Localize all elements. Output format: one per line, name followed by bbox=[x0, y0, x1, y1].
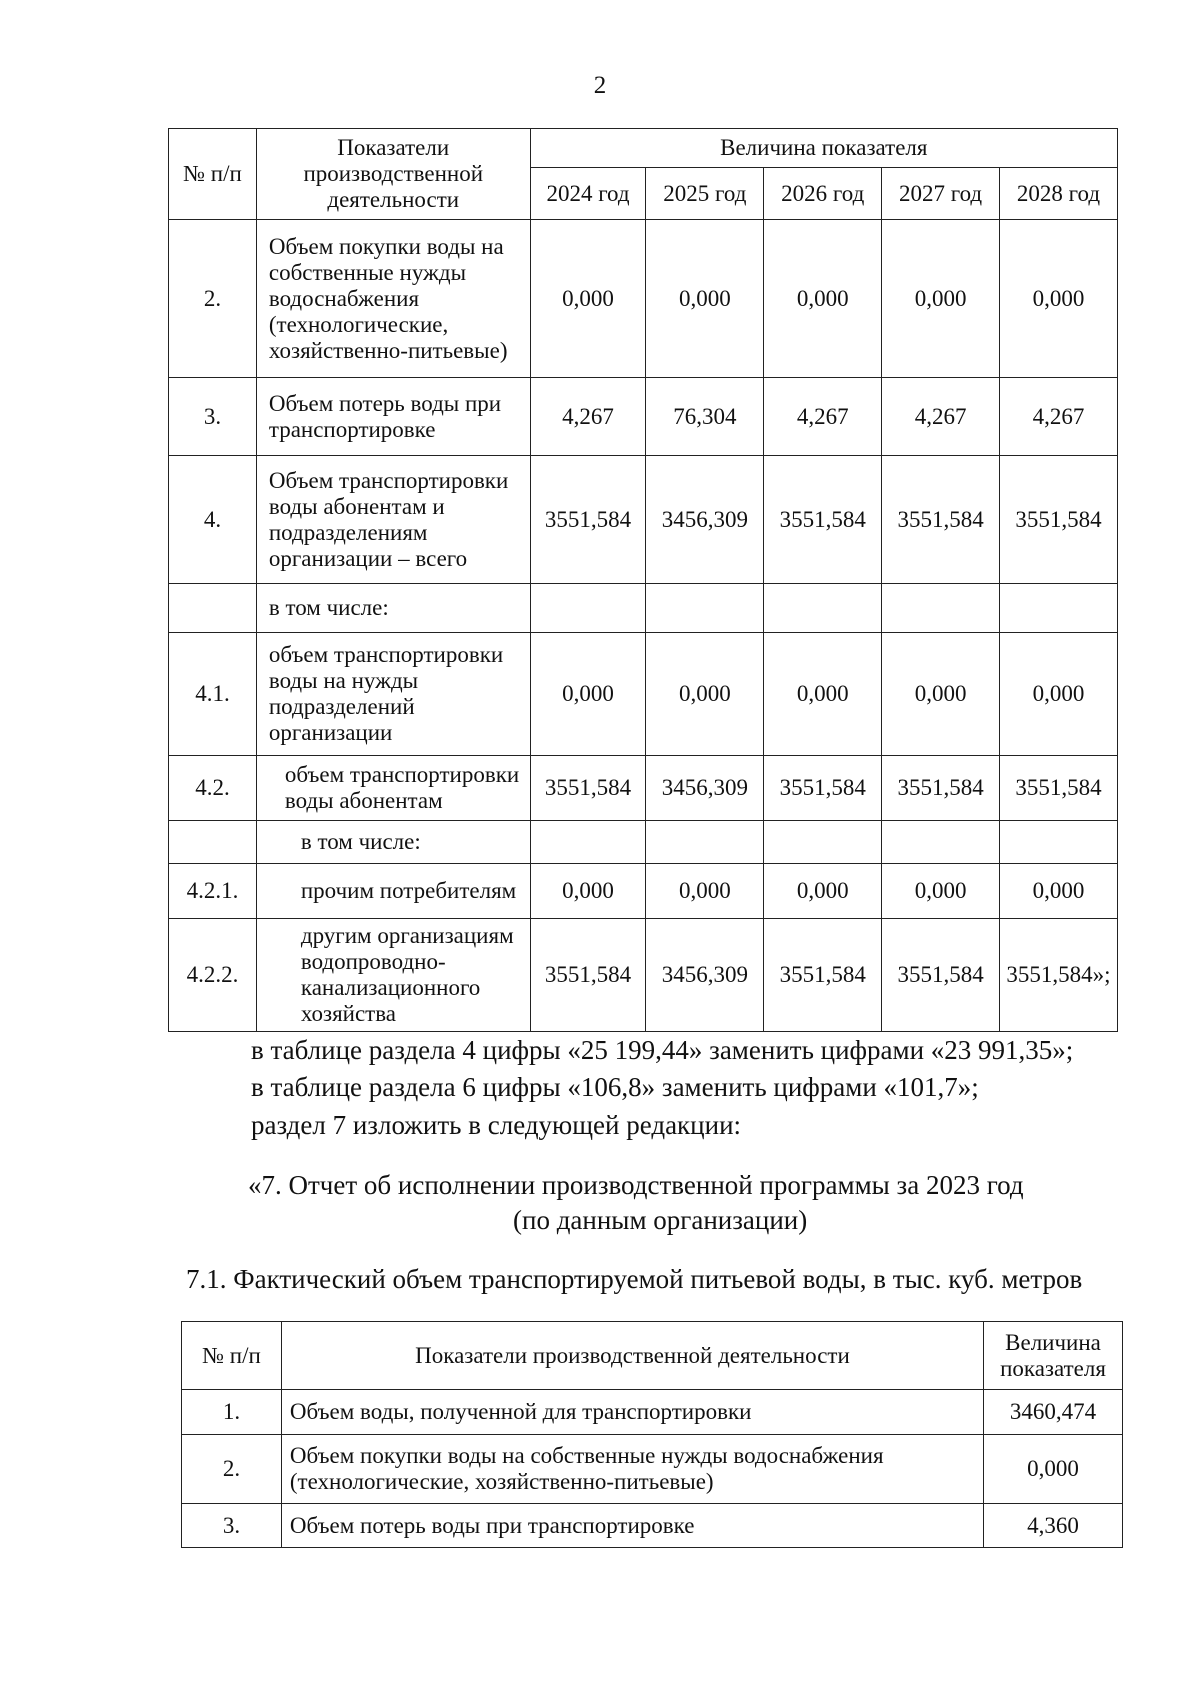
row-value: 0,000 bbox=[882, 633, 1000, 756]
row-indicator: Объем покупки воды на собственные нужды водоснабжения (технологические, хозяйственно-питьевые) bbox=[281, 1435, 983, 1504]
table-row bbox=[182, 1390, 1123, 1435]
row-num: 3. bbox=[182, 1504, 282, 1548]
row-value: 3551,584 bbox=[764, 756, 882, 821]
row-indicator: Объем транспортировки воды абонентам и подразделениям организации – всего bbox=[256, 456, 530, 584]
row-num: 4.2. bbox=[169, 756, 257, 821]
header-num: № п/п bbox=[169, 129, 257, 220]
header-indicator: Показатели производственной деятельности bbox=[256, 129, 530, 220]
row-value: 4,267 bbox=[530, 378, 646, 456]
row-value: 0,000 bbox=[646, 220, 764, 378]
row-value: 3551,584 bbox=[530, 456, 646, 584]
row-value bbox=[530, 821, 646, 864]
section-7-subtitle: (по данным организации) bbox=[513, 1205, 808, 1235]
row-value: 0,000 bbox=[984, 1435, 1123, 1504]
header-year: 2028 год bbox=[999, 168, 1117, 220]
table-row bbox=[169, 633, 1118, 756]
header-year: 2026 год bbox=[764, 168, 882, 220]
row-value bbox=[764, 821, 882, 864]
header-num: № п/п bbox=[182, 1322, 282, 1390]
row-num: 1. bbox=[182, 1390, 282, 1435]
row-indicator: в том числе: bbox=[256, 584, 530, 633]
row-value: 3551,584 bbox=[882, 919, 1000, 1032]
row-num bbox=[169, 821, 257, 864]
row-value bbox=[882, 821, 1000, 864]
row-value: 0,000 bbox=[882, 220, 1000, 378]
row-num: 4.2.1. bbox=[169, 864, 257, 919]
row-value: 3460,474 bbox=[984, 1390, 1123, 1435]
row-indicator: объем транспортировки воды абонентам bbox=[256, 756, 530, 821]
header-indicator: Показатели производственной деятельности bbox=[281, 1322, 983, 1390]
row-value: 0,000 bbox=[530, 864, 646, 919]
row-value: 3551,584 bbox=[999, 456, 1117, 584]
row-value: 0,000 bbox=[764, 864, 882, 919]
header-value: Величина показателя bbox=[530, 129, 1117, 168]
actual-volume-table bbox=[181, 1321, 1123, 1548]
row-value: 3551,584 bbox=[999, 756, 1117, 821]
row-indicator: другим организациям водопроводно-канализационного хозяйства bbox=[256, 919, 530, 1032]
row-value: 0,000 bbox=[530, 220, 646, 378]
header-year: 2024 год bbox=[530, 168, 646, 220]
row-indicator: Объем потерь воды при транспортировке bbox=[256, 378, 530, 456]
row-value: 3456,309 bbox=[646, 456, 764, 584]
row-value: 3551,584 bbox=[764, 919, 882, 1032]
table-row bbox=[169, 378, 1118, 456]
amendment-paragraph: в таблице раздела 6 цифры «106,8» заменить цифрами «101,7»; bbox=[251, 1072, 979, 1102]
row-value bbox=[646, 584, 764, 633]
row-value: 3456,309 bbox=[646, 756, 764, 821]
amendment-paragraph: в таблице раздела 4 цифры «25 199,44» заменить цифрами «23 991,35»; bbox=[251, 1035, 1074, 1065]
row-value: 3551,584 bbox=[882, 456, 1000, 584]
table-row bbox=[169, 864, 1118, 919]
row-value: 4,267 bbox=[999, 378, 1117, 456]
row-num: 4.1. bbox=[169, 633, 257, 756]
table-row bbox=[169, 821, 1118, 864]
row-value bbox=[999, 821, 1117, 864]
row-num: 2. bbox=[169, 220, 257, 378]
table-row bbox=[169, 756, 1118, 821]
header-year: 2025 год bbox=[646, 168, 764, 220]
row-indicator: Объем потерь воды при транспортировке bbox=[281, 1504, 983, 1548]
table-row bbox=[169, 456, 1118, 584]
table-row bbox=[169, 919, 1118, 1032]
row-value: 3551,584 bbox=[882, 756, 1000, 821]
row-value bbox=[882, 584, 1000, 633]
row-value bbox=[646, 821, 764, 864]
row-value: 4,360 bbox=[984, 1504, 1123, 1548]
table-row bbox=[169, 584, 1118, 633]
row-num: 3. bbox=[169, 378, 257, 456]
row-indicator: Объем покупки воды на собственные нужды водоснабжения (технологические, хозяйственно-питьевые) bbox=[256, 220, 530, 378]
table-row bbox=[182, 1435, 1123, 1504]
row-value: 0,000 bbox=[882, 864, 1000, 919]
row-value: 0,000 bbox=[646, 864, 764, 919]
row-num: 4. bbox=[169, 456, 257, 584]
row-indicator: в том числе: bbox=[256, 821, 530, 864]
row-value: 3456,309 bbox=[646, 919, 764, 1032]
row-indicator: Объем воды, полученной для транспортировки bbox=[281, 1390, 983, 1435]
row-value: 0,000 bbox=[764, 220, 882, 378]
row-value: 0,000 bbox=[646, 633, 764, 756]
table-row bbox=[169, 220, 1118, 378]
row-value: 4,267 bbox=[882, 378, 1000, 456]
amendment-paragraph: раздел 7 изложить в следующей редакции: bbox=[251, 1110, 742, 1140]
row-value: 3551,584 bbox=[530, 919, 646, 1032]
header-value: Величина показателя bbox=[984, 1322, 1123, 1390]
row-value bbox=[764, 584, 882, 633]
row-value bbox=[999, 584, 1117, 633]
row-value: 0,000 bbox=[999, 864, 1117, 919]
row-indicator: объем транспортировки воды на нужды подразделений организации bbox=[256, 633, 530, 756]
row-value: 3551,584 bbox=[764, 456, 882, 584]
row-num: 2. bbox=[182, 1435, 282, 1504]
production-indicators-table bbox=[168, 128, 1118, 1032]
row-value: 3551,584 bbox=[530, 756, 646, 821]
row-value: 76,304 bbox=[646, 378, 764, 456]
row-value: 4,267 bbox=[764, 378, 882, 456]
section-7-title: «7. Отчет об исполнении производственной программы за 2023 год bbox=[248, 1170, 1024, 1200]
row-indicator: прочим потребителям bbox=[256, 864, 530, 919]
header-year: 2027 год bbox=[882, 168, 1000, 220]
row-value: 0,000 bbox=[999, 220, 1117, 378]
row-num bbox=[169, 584, 257, 633]
row-value bbox=[530, 584, 646, 633]
page-number: 2 bbox=[593, 72, 607, 99]
table-row bbox=[182, 1504, 1123, 1548]
row-value: 0,000 bbox=[764, 633, 882, 756]
row-value: 0,000 bbox=[530, 633, 646, 756]
subsection-7-1-title: 7.1. Фактический объем транспортируемой питьевой воды, в тыс. куб. метров bbox=[186, 1264, 1083, 1294]
row-value: 3551,584»; bbox=[999, 919, 1117, 1032]
row-value: 0,000 bbox=[999, 633, 1117, 756]
row-num: 4.2.2. bbox=[169, 919, 257, 1032]
